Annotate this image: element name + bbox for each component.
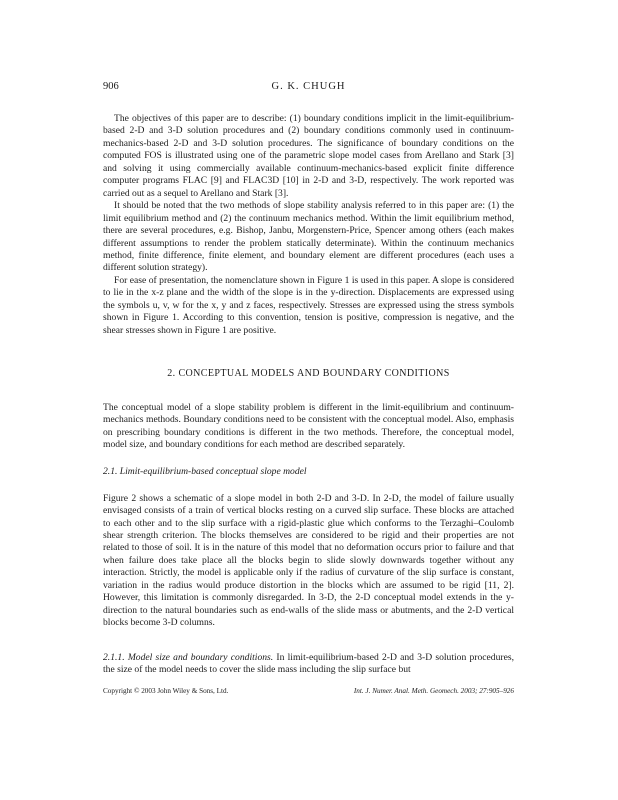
subsubsection-body [103, 642, 514, 686]
page-footer [103, 687, 514, 699]
journal-citation: Int. J. Numer. Anal. Meth. Geomech. 2003; 27:905–926 [353, 687, 514, 695]
paragraph-nomenclature: For ease of presentation, the nomenclature shown in Figure 1 is used in this paper. A slope is considered to lie in the x-z plane and the width of the slope is in the y-direction. Displacements are expressed using the symbols u, v, w for the x, y and z faces, respectively. Stresses are expressed using the stress symbols shown in Figure 1. According to this convention, tension is positive, compression is negative, and the shear stresses shown in Figure 1 are positive. [103, 274, 514, 336]
page-number: 906 [103, 81, 119, 92]
subsection-body [103, 483, 514, 639]
paragraph-objectives: The objectives of this paper are to describe: (1) boundary conditions implicit in the limit-equilibrium-based 2-D and 3-D solution procedures and (2) boundary conditions commonly used in continuum-mechanics-based 2-D and 3-D solution procedures. The significance of boundary conditions on the computed FOS is illustrated using one of the parametric slope model cases from Arellano and Stark [3] and solving it using commercially available continuum-mechanics-based explicit finite difference computer programs FLAC [9] and FLAC3D [10] in 2-D and 3-D, respectively. The work reported was carried out as a sequel to Arellano and Stark [3]. [103, 113, 514, 199]
subsubsection-heading: 2.1.1. Model size and boundary conditions. [103, 651, 274, 663]
paragraph-conceptual: The conceptual model of a slope stability problem is different in the limit-equilibrium and continuum-mechanics methods. Boundary conditions need to be consistent with the conceptual model. Also, emphasis on prescribing boundary conditions is different in the two methods. Therefore, the conceptual model, model size, and boundary conditions for each method are described separately. [103, 401, 514, 450]
page-header [103, 81, 514, 95]
paragraph-limit-equilibrium: Figure 2 shows a schematic of a slope model in both 2-D and 3-D. In 2-D, the model of failure usually envisaged consists of a train of vertical blocks resting on a curved slip surface. These blocks are attached to each other and to the slip surface with a rigid-plastic glue which conforms to the Terzaghi–Coulomb shear strength criterion. The blocks themselves are considered to be rigid and their properties are not related to those of soil. It is in the nature of this model that no deformation occurs prior to failure and that when failure does take place all the blocks begin to slide slowly downwards together without any interaction. Strictly, the model is applicable only if the radius of curvature of the slip surface is constant, variation in the radius would produce distortion in the blocks which are assumed to be rigid [11, 2]. However, this limitation is commonly disregarded. In 3-D, the 2-D conceptual model extends in the y-direction to the natural boundaries such as end-walls of the slide mass or abutments, and the 2-D vertical blocks become 3-D columns. [103, 492, 514, 629]
running-head: G. K. CHUGH [271, 81, 346, 92]
intro-body [103, 113, 514, 337]
subsection-heading: 2.1. Limit-equilibrium-based conceptual slope model [103, 466, 307, 477]
section-body [103, 392, 514, 461]
paragraph-methods: It should be noted that the two methods of slope stability analysis referred to in this paper are: (1) the limit equilibrium method and (2) the continuum mechanics method. Within the limit equilibrium method, there are several procedures, e.g. Bishop, Janbu, Morgenstern-Price, Spencer among others (each makes different assumptions to render the problem statically determinate). Within the continuum mechanics method, finite difference, finite element, and boundary element are different procedures (each uses a different solution strategy). [103, 200, 514, 274]
subsubsection-text: In limit-equilibrium-based 2-D and 3-D solution procedures, the size of the model needs to cover the slide mass including the slip surface but [103, 651, 514, 676]
paragraph-model-size [103, 652, 514, 677]
copyright: Copyright © 2003 John Wiley & Sons, Ltd. [103, 687, 229, 695]
section-heading: 2. CONCEPTUAL MODELS AND BOUNDARY CONDITIONS [167, 368, 450, 379]
